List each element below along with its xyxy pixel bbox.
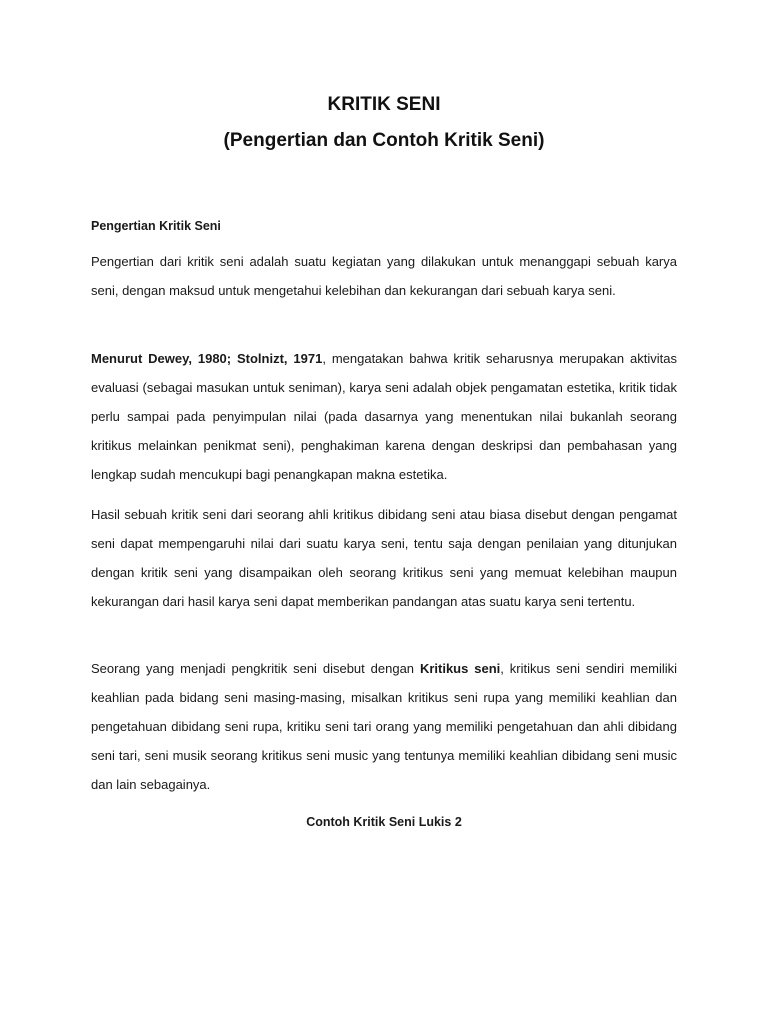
paragraph-definition: Pengertian dari kritik seni adalah suatu kegiatan yang dilakukan untuk menanggapi sebuah karya seni, dengan maksud untuk mengetahui kelebihan dan kekurangan dari sebuah karya seni. xyxy=(91,254,677,298)
paragraph-critic xyxy=(91,654,677,799)
citation-bold: Menurut Dewey, 1980; Stolnizt, 1971 xyxy=(91,351,323,366)
paragraph-critic-intro: Seorang yang menjadi pengkritik seni disebut dengan xyxy=(91,661,420,676)
paragraph-dewey-text: , mengatakan bahwa kritik seharusnya merupakan aktivitas evaluasi (sebagai masukan untuk seniman), karya seni adalah objek pengamatan estetika, kritik tidak perlu sampai pada penyimpulan nilai (pada dasarnya yang menentukan nilai bukanlah seorang kritikus melainkan penikmat seni), penghakiman karena dengan deskripsi dan pembahasan yang lengkap sudah mencukupi bagi penangkapan makna estetika. xyxy=(91,351,677,482)
paragraph-dewey xyxy=(91,344,677,489)
term-kritikus-seni: Kritikus seni xyxy=(419,661,501,676)
document-title: KRITIK SENI xyxy=(327,94,441,115)
section-heading: Pengertian Kritik Seni xyxy=(91,219,221,233)
example-caption: Contoh Kritik Seni Lukis 2 xyxy=(306,815,462,829)
document-subtitle: (Pengertian dan Contoh Kritik Seni) xyxy=(223,130,545,151)
paragraph-result: Hasil sebuah kritik seni dari seorang ahli kritikus dibidang seni atau biasa disebut dengan pengamat seni dapat mempengaruhi nilai dari suatu karya seni, tentu saja dengan penilaian yang ditunjukan dengan kritik seni yang disampaikan oleh seorang kritikus seni yang memuat kelebihan maupun kekurangan dari hasil karya seni dapat memberikan pandangan atas suatu karya seni tertentu. xyxy=(91,507,677,609)
paragraph-critic-text: , kritikus seni sendiri memiliki keahlian pada bidang seni masing-masing, misalkan kritikus seni rupa yang memiliki keahlian dan pengetahuan dibidang seni rupa, kritiku seni tari orang yang memiliki pengetahuan dan ahli dibidang seni tari, seni musik seorang kritikus seni music yang tentunya memiliki keahlian dibidang seni music dan lain sebagainya. xyxy=(91,661,678,792)
